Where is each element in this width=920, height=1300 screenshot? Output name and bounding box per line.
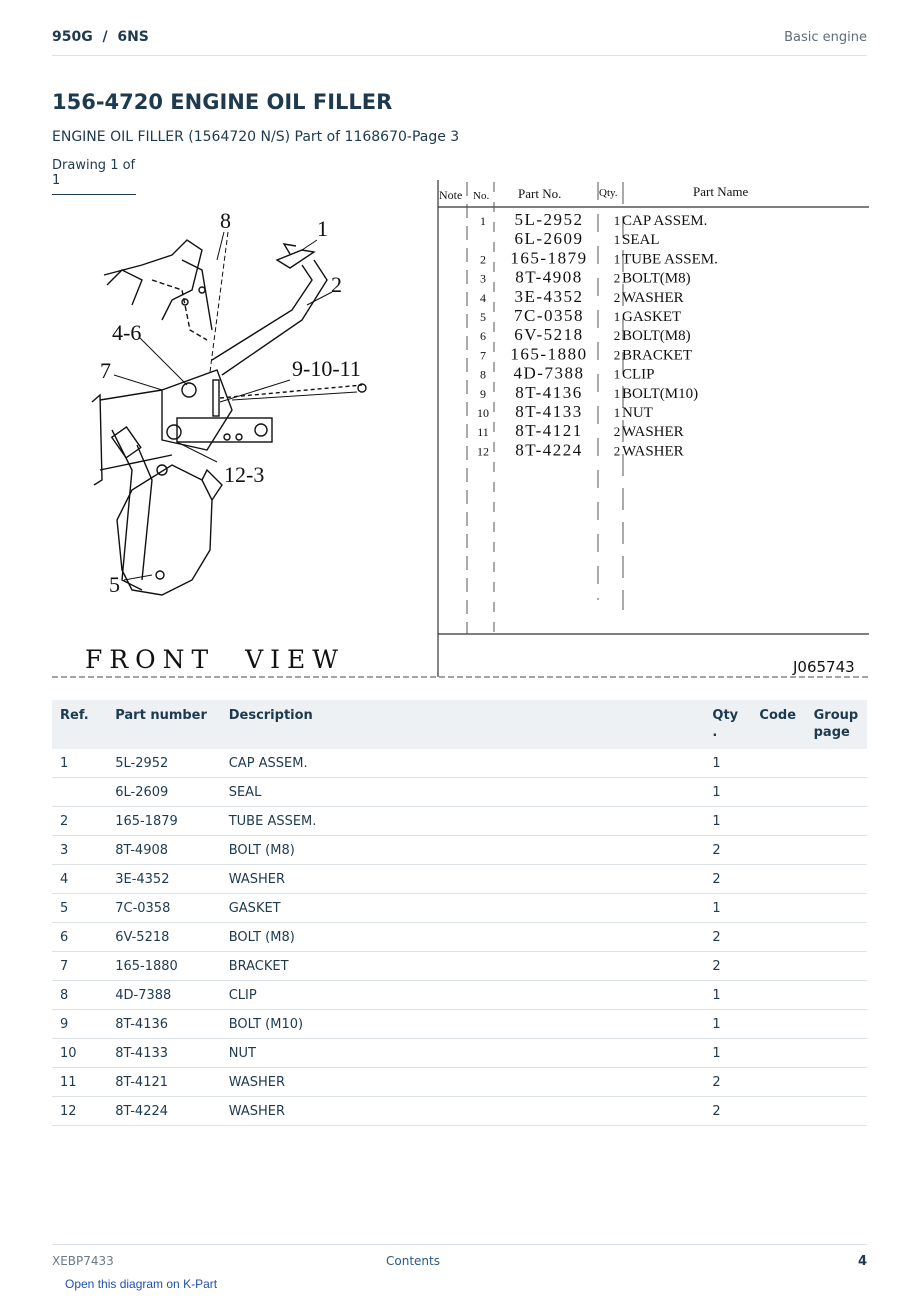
cell-part-number: 5L-2952 xyxy=(107,749,221,778)
open-k-part-link[interactable]: Open this diagram on K-Part xyxy=(65,1277,218,1291)
legend-header-part-no: Part No. xyxy=(518,186,562,201)
table-row xyxy=(52,923,867,952)
legend-qty: 2 xyxy=(613,424,621,440)
table-row xyxy=(52,1097,867,1126)
cell-part-number: 6L-2609 xyxy=(107,778,221,807)
cell-ref: 1 xyxy=(52,749,107,778)
cell-code xyxy=(751,749,805,778)
cell-group-page xyxy=(806,894,867,923)
diagram-canvas xyxy=(52,180,869,680)
legend-qty: 1 xyxy=(613,232,621,248)
legend-no: 9 xyxy=(480,386,486,401)
callout-7: 7 xyxy=(100,358,111,383)
legend-part-no: 8T-4908 xyxy=(515,267,583,287)
cell-group-page xyxy=(806,749,867,778)
table-row xyxy=(52,1068,867,1097)
oil-filler-illustration xyxy=(92,232,366,595)
cell-code xyxy=(751,1097,805,1126)
table-row xyxy=(52,1010,867,1039)
parts-table xyxy=(52,700,867,1126)
cell-qty: 1 xyxy=(704,778,751,807)
legend-qty: 2 xyxy=(613,270,621,286)
cell-group-page xyxy=(806,807,867,836)
legend-part-no: 3E-4352 xyxy=(514,286,584,306)
legend-qty: 1 xyxy=(613,309,621,324)
legend-qty: 2 xyxy=(613,328,621,344)
legend-header-no: No. xyxy=(473,190,490,202)
legend-qty: 1 xyxy=(613,405,621,420)
cell-code xyxy=(751,923,805,952)
col-qty: Qty . xyxy=(704,700,751,749)
col-part-number: Part number xyxy=(107,700,221,749)
legend-name: BOLT(M8) xyxy=(622,270,691,287)
contents-link[interactable]: Contents xyxy=(386,1254,440,1268)
legend-no: 11 xyxy=(477,425,489,440)
cell-group-page xyxy=(806,1010,867,1039)
view-label: FRONT VIEW xyxy=(85,645,345,674)
cell-part-number: 8T-4224 xyxy=(107,1097,221,1126)
cell-description: BOLT (M8) xyxy=(221,836,705,865)
legend-part-no: 8T-4121 xyxy=(515,421,583,441)
legend-no: 4 xyxy=(480,290,486,305)
cell-qty: 1 xyxy=(704,807,751,836)
cell-group-page xyxy=(806,778,867,807)
cell-code xyxy=(751,865,805,894)
legend-name: TUBE ASSEM. xyxy=(622,251,718,268)
callout-8: 8 xyxy=(220,208,231,233)
cell-code xyxy=(751,1010,805,1039)
callout-9-10-11: 9-10-11 xyxy=(292,356,361,381)
cell-ref: 3 xyxy=(52,836,107,865)
cell-qty: 1 xyxy=(704,981,751,1010)
table-row xyxy=(52,865,867,894)
legend-qty: 2 xyxy=(613,443,621,459)
cell-group-page xyxy=(806,1068,867,1097)
legend-name: WASHER xyxy=(622,443,684,460)
legend-rows xyxy=(477,210,718,459)
legend-part-no: 8T-4136 xyxy=(515,382,583,402)
cell-qty: 1 xyxy=(704,1039,751,1068)
cell-code xyxy=(751,894,805,923)
cell-ref: 12 xyxy=(52,1097,107,1126)
cell-description: WASHER xyxy=(221,865,705,894)
legend-no: 6 xyxy=(480,329,486,344)
legend-no: 5 xyxy=(480,310,486,324)
legend-qty: 2 xyxy=(613,347,621,363)
callout-1: 1 xyxy=(317,216,328,241)
callout-12-3: 12-3 xyxy=(224,462,265,487)
page-header xyxy=(52,28,867,56)
col-group-page: Group page xyxy=(806,700,867,749)
document-id: XEBP7433 xyxy=(52,1254,114,1268)
legend-name: WASHER xyxy=(622,289,684,306)
legend-qty: 1 xyxy=(613,213,621,228)
table-row xyxy=(52,778,867,807)
cell-description: BRACKET xyxy=(221,952,705,981)
cell-code xyxy=(751,836,805,865)
legend-no: 1 xyxy=(480,214,486,228)
cell-group-page xyxy=(806,981,867,1010)
table-row xyxy=(52,981,867,1010)
parts-diagram xyxy=(52,180,869,680)
cell-part-number: 6V-5218 xyxy=(107,923,221,952)
legend-no: 3 xyxy=(480,271,486,286)
table-row xyxy=(52,1039,867,1068)
cell-part-number: 165-1880 xyxy=(107,952,221,981)
tab-drawing-1[interactable]: Drawing 1 of 1 xyxy=(52,158,136,195)
cell-ref: 10 xyxy=(52,1039,107,1068)
legend-header-qty: Qty. xyxy=(599,187,618,199)
legend-part-no: 7C-0358 xyxy=(514,306,584,325)
legend-part-no: 8T-4133 xyxy=(515,402,583,421)
cell-code xyxy=(751,952,805,981)
cell-description: BOLT (M8) xyxy=(221,923,705,952)
cell-ref: 7 xyxy=(52,952,107,981)
legend-no: 2 xyxy=(480,252,486,267)
cell-part-number: 8T-4136 xyxy=(107,1010,221,1039)
table-row xyxy=(52,836,867,865)
cell-description: SEAL xyxy=(221,778,705,807)
cell-group-page xyxy=(806,1039,867,1068)
cell-qty: 1 xyxy=(704,749,751,778)
legend-name: GASKET xyxy=(622,309,682,325)
legend-part-no: 4D-7388 xyxy=(513,363,585,383)
cell-ref: 2 xyxy=(52,807,107,836)
drawing-id: J065743 xyxy=(793,658,855,676)
cell-ref: 9 xyxy=(52,1010,107,1039)
cell-description: BOLT (M10) xyxy=(221,1010,705,1039)
legend-qty: 1 xyxy=(613,251,621,267)
legend-no: 8 xyxy=(480,367,486,382)
cell-part-number: 7C-0358 xyxy=(107,894,221,923)
cell-description: WASHER xyxy=(221,1097,705,1126)
cell-description: CAP ASSEM. xyxy=(221,749,705,778)
cell-qty: 2 xyxy=(704,836,751,865)
cell-qty: 2 xyxy=(704,1097,751,1126)
legend-name: BRACKET xyxy=(622,347,693,364)
table-row xyxy=(52,749,867,778)
cell-part-number: 8T-4121 xyxy=(107,1068,221,1097)
legend-qty: 1 xyxy=(613,385,621,401)
breadcrumb: 950G / 6NS xyxy=(52,29,149,45)
legend-part-no: 6L-2609 xyxy=(514,229,584,249)
cell-part-number: 8T-4133 xyxy=(107,1039,221,1068)
cell-qty: 2 xyxy=(704,1068,751,1097)
cell-ref xyxy=(52,778,107,807)
page-footer xyxy=(52,1244,867,1275)
cell-group-page xyxy=(806,836,867,865)
legend-header-part-name: Part Name xyxy=(693,184,749,199)
cell-ref: 5 xyxy=(52,894,107,923)
cell-description: CLIP xyxy=(221,981,705,1010)
page-number: 4 xyxy=(857,1254,867,1269)
callout-5: 5 xyxy=(109,572,120,597)
legend-name: BOLT(M10) xyxy=(622,385,699,402)
legend-no: 12 xyxy=(477,444,489,459)
legend-part-no: 6V-5218 xyxy=(514,325,584,345)
legend-name: BOLT(M8) xyxy=(622,328,691,345)
cell-group-page xyxy=(806,952,867,981)
cell-part-number: 8T-4908 xyxy=(107,836,221,865)
cell-code xyxy=(751,778,805,807)
legend-name: WASHER xyxy=(622,424,684,441)
cell-ref: 4 xyxy=(52,865,107,894)
cell-qty: 2 xyxy=(704,952,751,981)
page-subtitle: ENGINE OIL FILLER (1564720 N/S) Part of 1168670-Page 3 xyxy=(52,129,460,145)
callout-4-6: 4-6 xyxy=(112,320,142,345)
cell-description: GASKET xyxy=(221,894,705,923)
legend-no: 7 xyxy=(480,348,486,363)
legend-name: NUT xyxy=(622,405,653,421)
cell-code xyxy=(751,981,805,1010)
cell-ref: 8 xyxy=(52,981,107,1010)
legend-part-no: 165-1880 xyxy=(510,344,588,364)
cell-group-page xyxy=(806,1097,867,1126)
cell-qty: 2 xyxy=(704,865,751,894)
cell-code xyxy=(751,1068,805,1097)
legend-name: CLIP xyxy=(622,366,655,383)
table-row xyxy=(52,952,867,981)
cell-group-page xyxy=(806,923,867,952)
cell-group-page xyxy=(806,865,867,894)
legend-qty: 1 xyxy=(613,366,621,382)
cell-part-number: 3E-4352 xyxy=(107,865,221,894)
section-label: Basic engine xyxy=(784,30,867,45)
cell-ref: 11 xyxy=(52,1068,107,1097)
callout-2: 2 xyxy=(331,272,342,297)
cell-part-number: 165-1879 xyxy=(107,807,221,836)
cell-qty: 2 xyxy=(704,923,751,952)
col-description: Description xyxy=(221,700,705,749)
table-row xyxy=(52,807,867,836)
cell-description: NUT xyxy=(221,1039,705,1068)
table-row xyxy=(52,894,867,923)
legend-part-no: 8T-4224 xyxy=(515,440,583,460)
cell-ref: 6 xyxy=(52,923,107,952)
legend-header-note: Note xyxy=(439,188,463,202)
cell-description: WASHER xyxy=(221,1068,705,1097)
cell-code xyxy=(751,807,805,836)
col-ref: Ref. xyxy=(52,700,107,749)
cell-qty: 1 xyxy=(704,894,751,923)
cell-description: TUBE ASSEM. xyxy=(221,807,705,836)
legend-no: 10 xyxy=(477,406,489,420)
cell-qty: 1 xyxy=(704,1010,751,1039)
legend-name: CAP ASSEM. xyxy=(622,213,708,229)
page-title: 156-4720 ENGINE OIL FILLER xyxy=(52,90,393,114)
legend-part-no: 5L-2952 xyxy=(514,210,584,229)
cell-code xyxy=(751,1039,805,1068)
cell-part-number: 4D-7388 xyxy=(107,981,221,1010)
legend-name: SEAL xyxy=(622,232,660,249)
legend-part-no: 165-1879 xyxy=(510,248,588,268)
parts-table-body xyxy=(52,749,867,1126)
legend-qty: 2 xyxy=(613,289,621,305)
col-code: Code xyxy=(751,700,805,749)
table-header-row xyxy=(52,700,867,749)
